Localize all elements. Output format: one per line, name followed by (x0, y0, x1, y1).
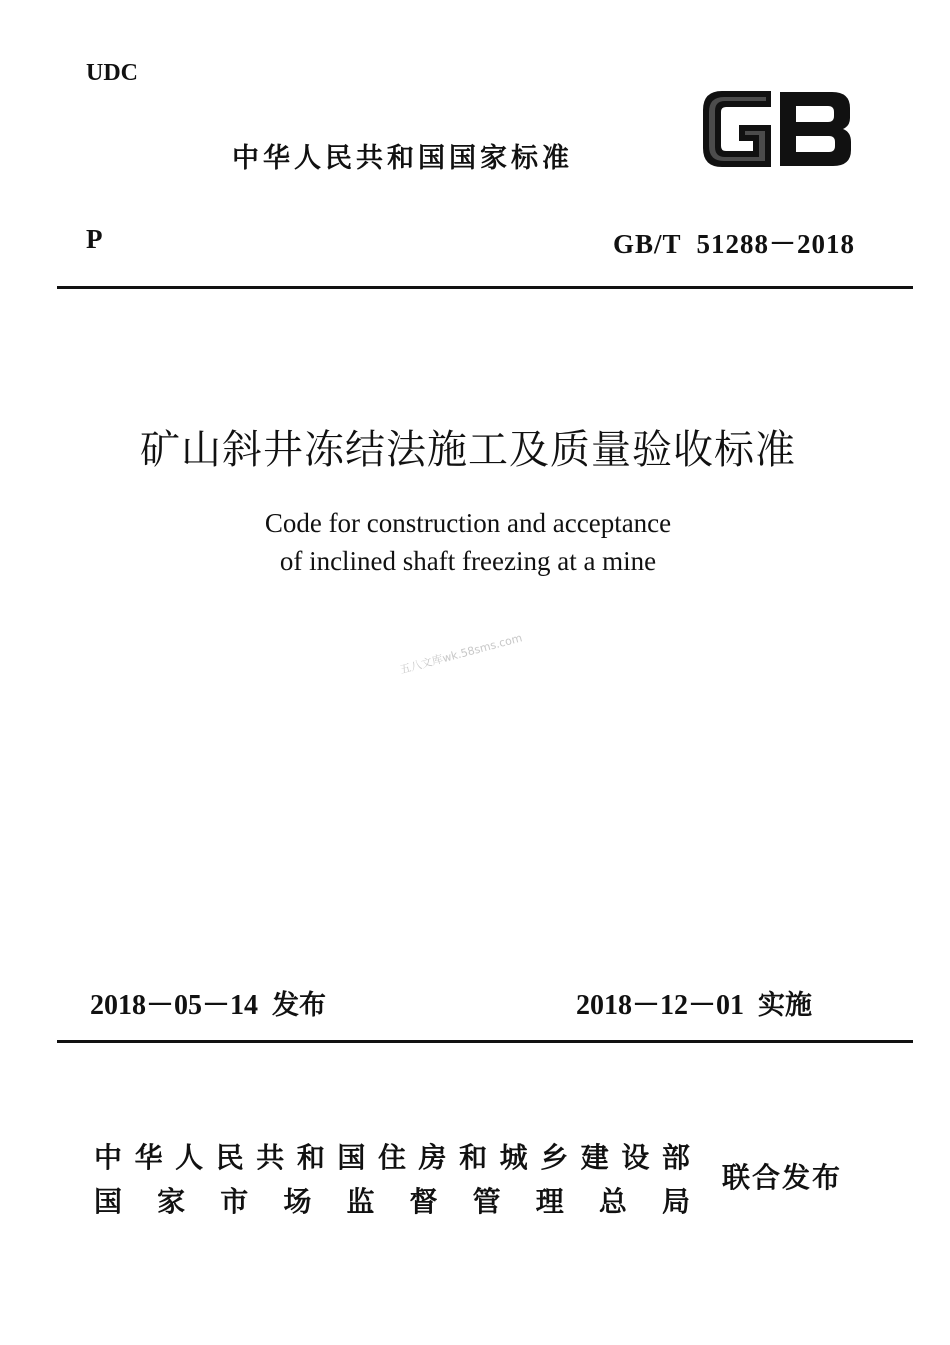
issuer-char: 华 (134, 1141, 163, 1174)
issuer-char: 市 (220, 1185, 249, 1218)
issuer-char: 和 (459, 1141, 488, 1174)
udc-label: UDC (86, 60, 138, 86)
issuer-char: 理 (535, 1185, 564, 1218)
issuer-line2 (94, 1180, 690, 1220)
standard-number: GB/T 51288－2018 (612, 229, 855, 259)
issuer-char: 房 (418, 1141, 447, 1174)
issue-label: 发布 (272, 990, 327, 1021)
title-english-line1: Code for construction and acceptance (264, 508, 672, 538)
issuer-char: 城 (499, 1141, 528, 1174)
issuer-char: 部 (661, 1141, 690, 1174)
issuer-char: 管 (472, 1185, 501, 1218)
title-english-line2: of inclined shaft freezing at a mine (279, 546, 657, 576)
issuer-char: 国 (94, 1185, 123, 1218)
issuer-char: 场 (283, 1185, 312, 1218)
issue-date: 2018－05－14 (90, 990, 259, 1021)
title-chinese: 矿山斜井冻结法施工及质量验收标准 (140, 427, 796, 473)
issuer-char: 监 (346, 1185, 375, 1218)
gb-logo-icon (700, 88, 855, 170)
issuer-char: 和 (296, 1141, 325, 1174)
watermark: 五八文库wk.58sms.com (398, 631, 524, 677)
issuer-char: 总 (598, 1185, 627, 1218)
title-english (0, 504, 936, 580)
category-code: P (86, 224, 103, 254)
issuer-char: 局 (661, 1185, 690, 1218)
joint-publication-label: 联合发布 (722, 1161, 843, 1194)
issuer-line1 (94, 1136, 690, 1176)
issuer-char: 设 (621, 1141, 650, 1174)
national-standard-heading: 中华人民共和国国家标准 (232, 143, 573, 174)
issuer-char: 国 (337, 1141, 366, 1174)
top-divider (57, 286, 913, 289)
issuer-char: 乡 (540, 1141, 569, 1174)
issue-date-block (90, 983, 326, 1023)
implement-label: 实施 (758, 990, 813, 1021)
bottom-divider (57, 1040, 913, 1043)
issuer-char: 家 (157, 1185, 186, 1218)
issuer-char: 民 (215, 1141, 244, 1174)
issuer-char: 人 (175, 1141, 204, 1174)
implement-date-block (576, 983, 812, 1023)
issuer-char: 中 (94, 1141, 123, 1174)
issuer-char: 住 (377, 1141, 406, 1174)
issuer-char: 建 (580, 1141, 609, 1174)
implement-date: 2018－12－01 (576, 990, 745, 1021)
issuer-char: 共 (256, 1141, 285, 1174)
issuer-char: 督 (409, 1185, 438, 1218)
